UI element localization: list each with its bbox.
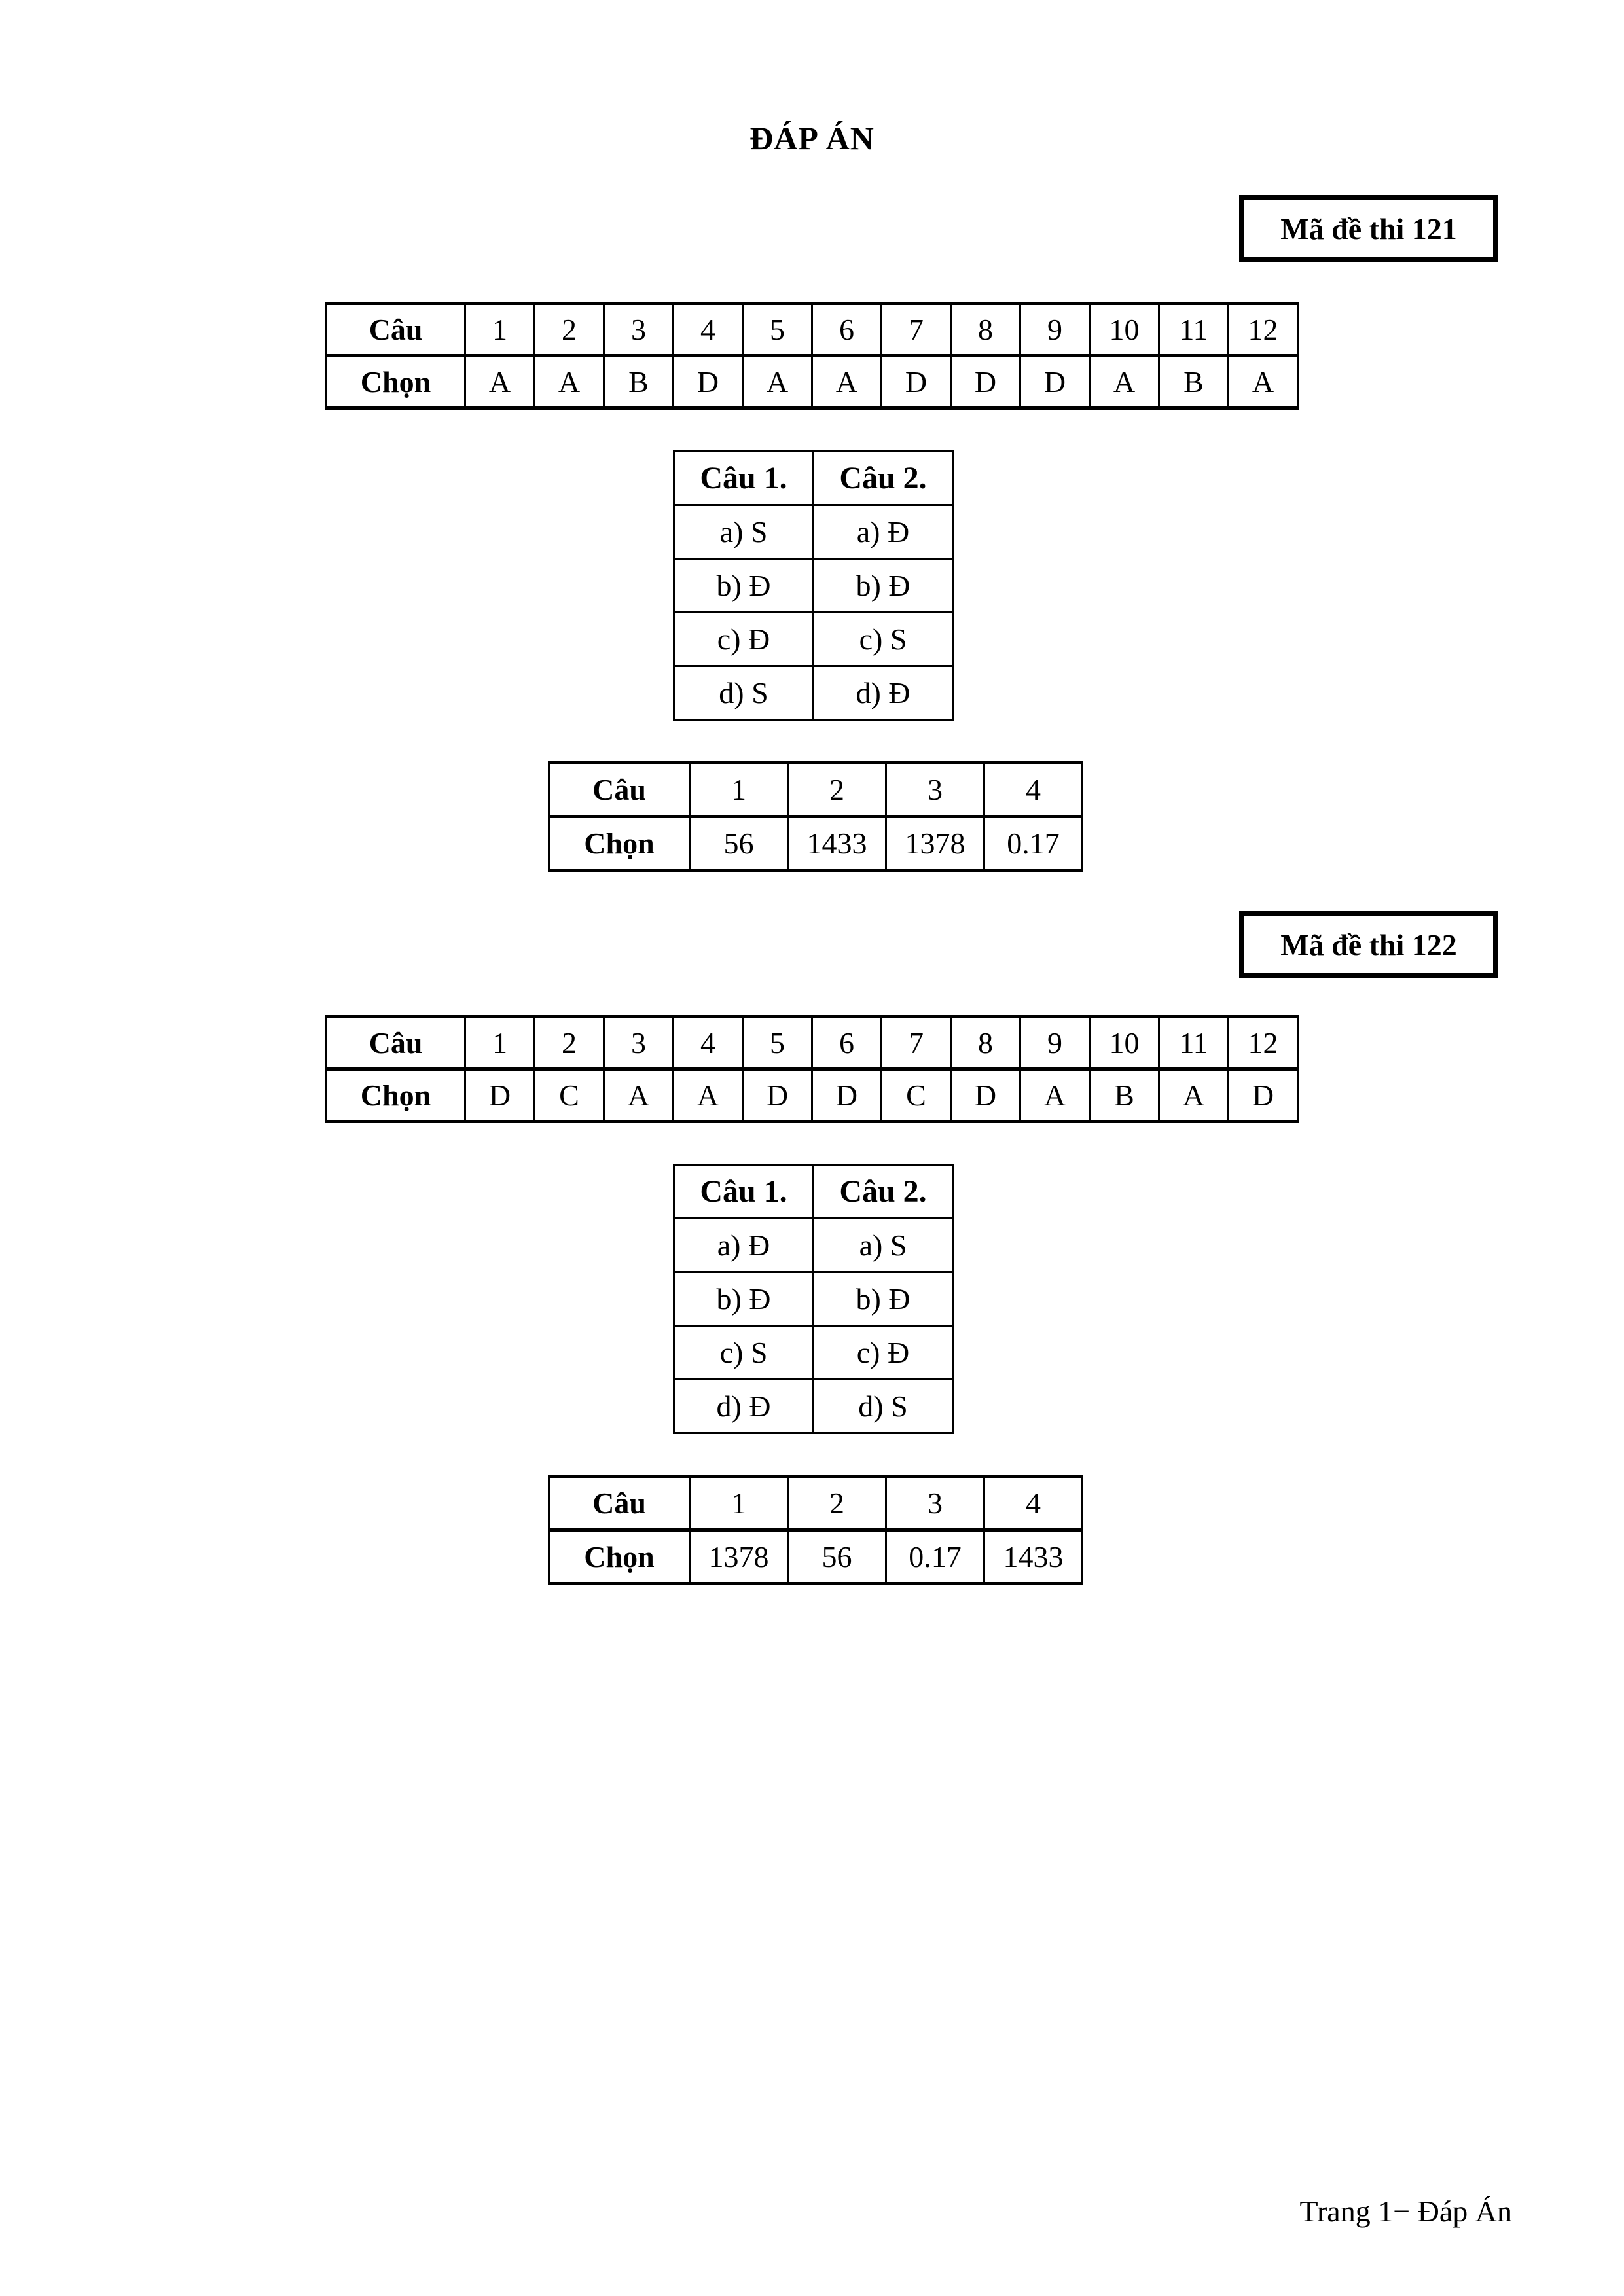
short-answer-table-122 [548, 1475, 1083, 1585]
answer-cell: 1378 [886, 817, 984, 870]
question-number-row [549, 1477, 1083, 1530]
tf-row-b [674, 559, 953, 613]
question-number-cell: 3 [604, 1017, 674, 1069]
question-number-row [327, 1017, 1298, 1069]
answer-cell: D [743, 1069, 812, 1122]
answer-cell: 0.17 [886, 1530, 984, 1584]
tf-cell: c) Đ [814, 1326, 953, 1380]
question-number-cell: 2 [535, 304, 604, 356]
answer-cell: D [1020, 356, 1090, 408]
question-number-cell: 2 [788, 763, 886, 817]
row-label: Câu [549, 763, 690, 817]
answer-row [549, 817, 1083, 870]
tf-cell: d) S [674, 666, 814, 720]
row-label: Câu [327, 1017, 465, 1069]
tf-cell: a) S [814, 1219, 953, 1272]
question-number-cell: 4 [674, 304, 743, 356]
answer-cell: B [1090, 1069, 1159, 1122]
answer-cell: 56 [690, 817, 788, 870]
answer-cell: A [1229, 356, 1298, 408]
tf-row-c [674, 613, 953, 666]
tf-answer-table-122 [673, 1164, 954, 1434]
exam-code-badge-122: Mã đề thi 122 [1239, 911, 1498, 978]
tf-row-d [674, 1380, 953, 1433]
row-label: Chọn [327, 356, 465, 408]
tf-cell: c) S [674, 1326, 814, 1380]
answer-cell: D [812, 1069, 882, 1122]
question-number-cell: 11 [1159, 1017, 1229, 1069]
row-label: Chọn [549, 817, 690, 870]
tf-cell: b) Đ [674, 1272, 814, 1326]
question-number-cell: 11 [1159, 304, 1229, 356]
tf-row-a [674, 1219, 953, 1272]
answer-cell: A [674, 1069, 743, 1122]
question-number-cell: 2 [535, 1017, 604, 1069]
question-number-row [549, 763, 1083, 817]
question-number-cell: 12 [1229, 1017, 1298, 1069]
answer-cell: A [812, 356, 882, 408]
question-number-cell: 5 [743, 1017, 812, 1069]
question-number-cell: 6 [812, 304, 882, 356]
row-label: Câu [327, 304, 465, 356]
question-number-cell: 4 [984, 1477, 1083, 1530]
question-number-cell: 1 [465, 304, 535, 356]
tf-cell: b) Đ [814, 559, 953, 613]
answer-cell: 1378 [690, 1530, 788, 1584]
answer-cell: D [951, 356, 1020, 408]
question-number-cell: 1 [690, 763, 788, 817]
question-number-cell: 9 [1020, 304, 1090, 356]
question-number-cell: 8 [951, 304, 1020, 356]
tf-answer-table-121 [673, 450, 954, 721]
answer-cell: D [882, 356, 951, 408]
tf-column-header: Câu 2. [814, 452, 953, 505]
tf-row-d [674, 666, 953, 720]
answer-cell: A [535, 356, 604, 408]
answer-cell: A [1159, 1069, 1229, 1122]
tf-column-header: Câu 1. [674, 452, 814, 505]
page-title: ĐÁP ÁN [749, 120, 875, 156]
tf-cell: c) S [814, 613, 953, 666]
mc-answer-table-122 [325, 1015, 1299, 1123]
question-number-cell: 1 [690, 1477, 788, 1530]
answer-cell: A [1020, 1069, 1090, 1122]
question-number-cell: 3 [886, 1477, 984, 1530]
answer-cell: B [1159, 356, 1229, 408]
tf-cell: d) S [814, 1380, 953, 1433]
tf-cell: a) Đ [674, 1219, 814, 1272]
tf-row-b [674, 1272, 953, 1326]
row-label: Chọn [549, 1530, 690, 1584]
answer-row [549, 1530, 1083, 1584]
question-number-cell: 9 [1020, 1017, 1090, 1069]
tf-header-row [674, 1165, 953, 1219]
question-number-cell: 3 [886, 763, 984, 817]
question-number-cell: 5 [743, 304, 812, 356]
question-number-cell: 7 [882, 304, 951, 356]
answer-row [327, 356, 1298, 408]
answer-cell: 56 [788, 1530, 886, 1584]
tf-cell: c) Đ [674, 613, 814, 666]
question-number-row [327, 304, 1298, 356]
answer-cell: D [465, 1069, 535, 1122]
question-number-cell: 7 [882, 1017, 951, 1069]
tf-row-a [674, 505, 953, 559]
row-label: Chọn [327, 1069, 465, 1122]
answer-cell: A [1090, 356, 1159, 408]
answer-cell: D [674, 356, 743, 408]
answer-cell: 0.17 [984, 817, 1083, 870]
answer-cell: A [604, 1069, 674, 1122]
answer-row [327, 1069, 1298, 1122]
question-number-cell: 3 [604, 304, 674, 356]
answer-cell: A [743, 356, 812, 408]
tf-row-c [674, 1326, 953, 1380]
mc-answer-table-121 [325, 302, 1299, 410]
question-number-cell: 4 [984, 763, 1083, 817]
answer-cell: C [882, 1069, 951, 1122]
tf-cell: a) S [674, 505, 814, 559]
question-number-cell: 12 [1229, 304, 1298, 356]
answer-cell: 1433 [788, 817, 886, 870]
question-number-cell: 8 [951, 1017, 1020, 1069]
page-footer: Trang 1− Đáp Án [1299, 2195, 1512, 2228]
answer-cell: D [951, 1069, 1020, 1122]
tf-cell: b) Đ [674, 559, 814, 613]
answer-cell: 1433 [984, 1530, 1083, 1584]
question-number-cell: 4 [674, 1017, 743, 1069]
question-number-cell: 6 [812, 1017, 882, 1069]
question-number-cell: 2 [788, 1477, 886, 1530]
answer-cell: D [1229, 1069, 1298, 1122]
answer-cell: C [535, 1069, 604, 1122]
row-label: Câu [549, 1477, 690, 1530]
short-answer-table-121 [548, 761, 1083, 872]
tf-cell: d) Đ [814, 666, 953, 720]
question-number-cell: 1 [465, 1017, 535, 1069]
tf-cell: d) Đ [674, 1380, 814, 1433]
tf-cell: b) Đ [814, 1272, 953, 1326]
question-number-cell: 10 [1090, 304, 1159, 356]
tf-column-header: Câu 1. [674, 1165, 814, 1219]
tf-column-header: Câu 2. [814, 1165, 953, 1219]
exam-code-badge-121: Mã đề thi 121 [1239, 195, 1498, 262]
tf-header-row [674, 452, 953, 505]
tf-cell: a) Đ [814, 505, 953, 559]
answer-cell: A [465, 356, 535, 408]
answer-cell: B [604, 356, 674, 408]
question-number-cell: 10 [1090, 1017, 1159, 1069]
